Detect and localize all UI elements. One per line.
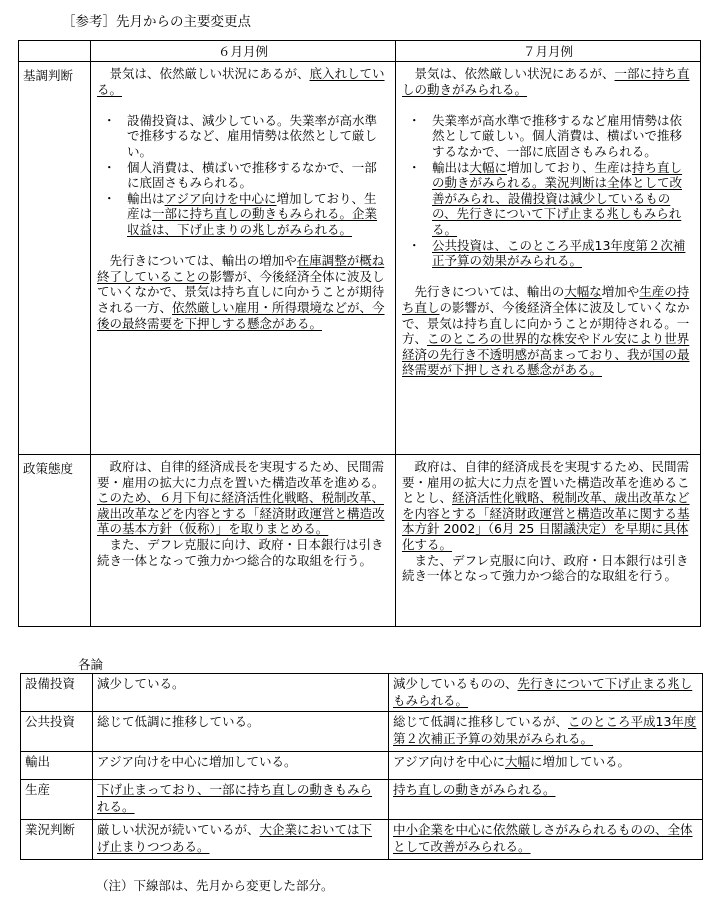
header-june: ６月月例 xyxy=(91,41,396,62)
text-run: 政府は、自律的経済成長を実現するため、民間需要・雇用の拡大に力点を置いた構造改革を進める。 xyxy=(97,459,385,490)
text-run: 先行きについては、輸出の xyxy=(414,284,565,300)
kicho-june-outlook xyxy=(97,253,389,331)
kicho-july-bullets xyxy=(402,113,694,269)
text-run: 減少しているものの、 xyxy=(393,676,518,691)
text-run: 増加や xyxy=(601,284,640,300)
text-run: アジア向けを中心に xyxy=(393,754,506,769)
text-run: 総じて低調に推移しているが、 xyxy=(393,714,569,729)
kakuron-row xyxy=(21,712,703,752)
changed-text: 一部に持ち直しの動きがみられる。 xyxy=(402,66,690,97)
kicho-july-summary xyxy=(402,66,694,97)
text-run: 輸出は xyxy=(127,190,165,206)
changed-text: 大企業においては下げ止まりつつある。 xyxy=(97,822,373,854)
seisaku-row xyxy=(19,455,701,627)
changed-text: 中小企業を中心に依然厳しさがみられるものの、全体として改善がみられる。 xyxy=(393,822,693,854)
text-run: 景気は、依然厳しい状況にあるが、 xyxy=(109,66,310,81)
text-run: 減少している。 xyxy=(97,676,185,691)
changed-text: このところ平成13年度第２次補正予算の効果がみられる。 xyxy=(393,714,697,746)
text-run: アジア向けを中心に増加している。 xyxy=(97,754,297,769)
seisaku-label: 政策態度 xyxy=(19,455,91,627)
changed-text: 依然厳しい雇用・所得環境などが、今後の最終需要を下押しする懸念がある。 xyxy=(97,299,385,331)
policy-paragraph xyxy=(97,537,389,568)
header-blank xyxy=(19,41,91,62)
bullet-item xyxy=(127,191,389,238)
kakuron-june xyxy=(93,752,389,780)
kakuron-label: 輸出 xyxy=(21,752,93,780)
kakuron-label: 生産 xyxy=(21,780,93,820)
kakuron-june xyxy=(93,674,389,712)
changed-text: 生産の持ち直し xyxy=(402,284,690,315)
text-run: に増加している。 xyxy=(530,754,631,769)
footnote: （注）下線部は、先月から変更した部分。 xyxy=(96,878,334,893)
bullet-item xyxy=(432,238,694,269)
policy-paragraph xyxy=(402,553,694,584)
kakuron-row xyxy=(21,820,703,860)
changed-text: このため、６月下旬に経済活性化戦略、税制改革、歳出改革などを内容とする「経済財政運営と構造改革の基本方針（仮称）」を取りまとめる。 xyxy=(97,490,385,537)
changed-text: アジア向けを中心に xyxy=(164,190,277,206)
kakuron-row xyxy=(21,780,703,820)
text-run: また、デフレ克服に向け、政府・日本銀行は引き続き一体となって強力かつ総合的な取組を行う。 xyxy=(402,552,689,584)
changed-text: 持ち直しの動きがみられる。 xyxy=(393,782,556,797)
changed-text: 公共投資は、このところ平成13年度第２次補正予算の効果がみられる。 xyxy=(432,237,686,269)
text-run: 景気は、依然厳しい状況にあるが、 xyxy=(414,66,615,81)
changed-text: 大幅に xyxy=(469,159,508,175)
kicho-label: 基調判断 xyxy=(19,62,91,455)
changed-text: 経済活性化戦略、税制改革、歳出改革などを内容とする「経済財政運営と構造改革に関する基本方針 2002」（6月 25 日閣議決定）を早期に具体化する。 xyxy=(402,490,690,552)
text-run: 設備投資は、減少している。失業率が高水準で推移するなど、雇用情勢は依然として厳しい。 xyxy=(127,112,378,159)
text-run: 政府は、自律的経済成長を実現するため、民間需要・雇用の拡大に力点を置いた構造改革を進めることとし、 xyxy=(402,459,690,506)
bullet-item xyxy=(127,160,389,191)
kakuron-body xyxy=(21,674,703,860)
text-run: また、デフレ克服に向け、政府・日本銀行は引き続き一体となって強力かつ総合的な取組を行う。 xyxy=(97,536,384,568)
kakuron-row xyxy=(21,752,703,780)
kakuron-june xyxy=(93,820,389,860)
text-run: 総じて低調に推移している。 xyxy=(97,714,260,729)
text-run: 増加しており、生産は xyxy=(127,190,377,222)
kakuron-label: 設備投資 xyxy=(21,674,93,712)
kicho-june-bullets xyxy=(97,113,389,238)
text-run: 先行きについては、輸出の増加や xyxy=(109,253,297,269)
changed-text: 先行きについて下げ止まる兆しもみられる。 xyxy=(393,676,693,708)
text-run: の影響が、今後経済全体に波及していくなかで、景気は持ち直しに向かうことが期待される。一方、 xyxy=(402,299,690,347)
kakuron-june xyxy=(93,780,389,820)
header-row xyxy=(19,41,701,62)
kakuron-title: 各論 xyxy=(78,657,104,672)
bullet-item xyxy=(432,113,694,160)
seisaku-july-cell xyxy=(396,455,701,627)
changed-text: 大幅 xyxy=(505,754,531,769)
kakuron-july xyxy=(389,752,703,780)
changed-text: 一部に持ち直しの動きもみられる。企業収益は、下げ止まりの兆しがみられる。 xyxy=(127,206,378,237)
header-july: ７月月例 xyxy=(396,41,701,62)
kakuron-row xyxy=(21,674,703,712)
kicho-row xyxy=(19,62,701,455)
kakuron-july xyxy=(389,712,703,752)
kakuron-label: 公共投資 xyxy=(21,712,93,752)
bullet-item xyxy=(127,113,389,160)
changed-text: 下げ止まっており、一部に持ち直しの動きもみられる。 xyxy=(97,782,373,814)
kicho-june-cell xyxy=(91,62,396,455)
kakuron-july xyxy=(389,820,703,860)
kakuron-july xyxy=(389,780,703,820)
text-run: 影響が、今後経済全体に波及していくなかで、景気は持ち直しに向かうことが期待される一方、 xyxy=(97,268,385,315)
kakuron-june xyxy=(93,712,389,752)
kakuron-july xyxy=(389,674,703,712)
kicho-july-outlook xyxy=(402,284,694,378)
policy-paragraph xyxy=(402,459,694,553)
kakuron-table xyxy=(20,673,703,860)
changed-text: 持ち直しの動きがみられる。業況判断は全体として改善がみられ、設備投資は減少しているものの、先行きについて下げ止まる兆しもみられる。 xyxy=(432,159,683,237)
text-run: 増加しており、生産は xyxy=(507,159,633,175)
page-title: ［参考］先月からの主要変更点 xyxy=(62,14,251,30)
kicho-june-summary xyxy=(97,66,389,97)
text-run: 個人消費は、横ばいで推移するなかで、一部に底固さもみられる。 xyxy=(127,159,377,191)
kakuron-label: 業況判断 xyxy=(21,820,93,860)
text-run: 失業率が高水準で推移するなど雇用情勢は依然として厳しい。個人消費は、横ばいで推移するなかで、一部に底固さもみられる。 xyxy=(432,112,683,159)
bullet-item xyxy=(432,160,694,238)
main-comparison-table xyxy=(18,40,701,627)
changed-text: このところの世界的な株安やドル安により世界経済の先行き不透明感が高まっており、我が国の最終需要が下押しされる懸念がある。 xyxy=(402,331,690,378)
changed-text: 底入れしている。 xyxy=(97,66,385,97)
changed-text: 大幅な xyxy=(564,284,602,300)
seisaku-june-cell xyxy=(91,455,396,627)
text-run: 輸出は xyxy=(432,159,470,175)
changed-text: 在庫調整が概ね終了していることの xyxy=(97,253,385,284)
kicho-july-cell xyxy=(396,62,701,455)
policy-paragraph xyxy=(97,459,389,537)
text-run: 厳しい状況が続いているが、 xyxy=(97,822,260,837)
